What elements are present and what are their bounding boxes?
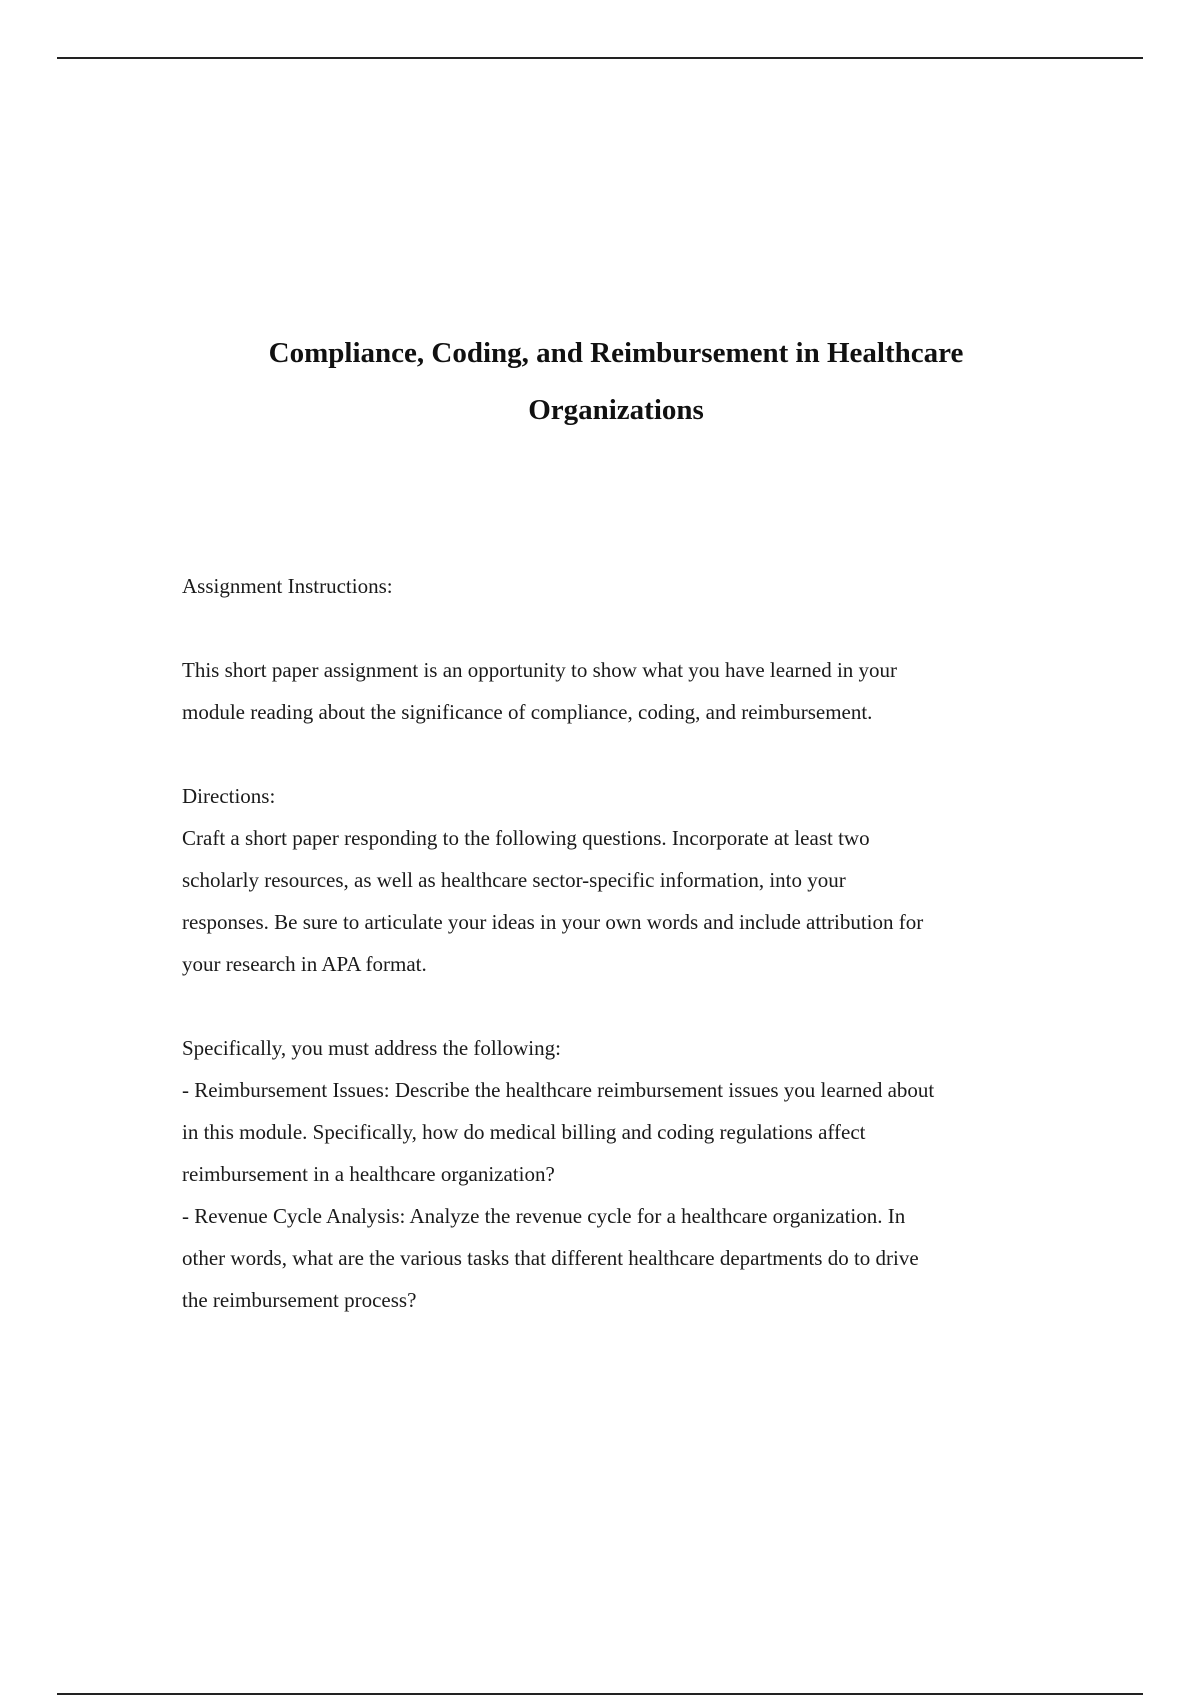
- directions-line: Craft a short paper responding to the following questions. Incorporate at least two: [182, 826, 870, 850]
- list-item-revenue-cycle: the reimbursement process?: [182, 1288, 417, 1312]
- paragraph-gap: [182, 733, 1062, 775]
- title-line-2: Organizations: [528, 394, 704, 426]
- top-rule: [57, 57, 1143, 59]
- list-item-revenue-cycle: other words, what are the various tasks that different healthcare departments do to drive: [182, 1246, 919, 1270]
- title-line-1: Compliance, Coding, and Reimbursement in Healthcare: [268, 337, 964, 369]
- list-item-reimbursement-issues: reimbursement in a healthcare organization?: [182, 1162, 555, 1186]
- page-title: [182, 325, 1050, 439]
- list-item-reimbursement-issues: in this module. Specifically, how do medical billing and coding regulations affect: [182, 1120, 866, 1144]
- intro-line: This short paper assignment is an opportunity to show what you have learned in your: [182, 658, 898, 682]
- bottom-rule: [57, 1693, 1143, 1695]
- document-body: [182, 565, 1062, 1321]
- list-item-reimbursement-issues: - Reimbursement Issues: Describe the healthcare reimbursement issues you learned about: [182, 1078, 935, 1102]
- instructions-heading: Assignment Instructions:: [182, 574, 393, 598]
- directions-line: scholarly resources, as well as healthcare sector-specific information, into your: [182, 868, 846, 892]
- paragraph-gap: [182, 607, 1062, 649]
- paragraph-gap: [182, 985, 1062, 1027]
- directions-line: your research in APA format.: [182, 952, 427, 976]
- specifically-heading: Specifically, you must address the following:: [182, 1036, 561, 1060]
- directions-heading: Directions:: [182, 784, 276, 808]
- list-item-revenue-cycle: - Revenue Cycle Analysis: Analyze the revenue cycle for a healthcare organization. In: [182, 1204, 906, 1228]
- intro-line: module reading about the significance of compliance, coding, and reimbursement.: [182, 700, 873, 724]
- directions-line: responses. Be sure to articulate your ideas in your own words and include attribution for: [182, 910, 924, 934]
